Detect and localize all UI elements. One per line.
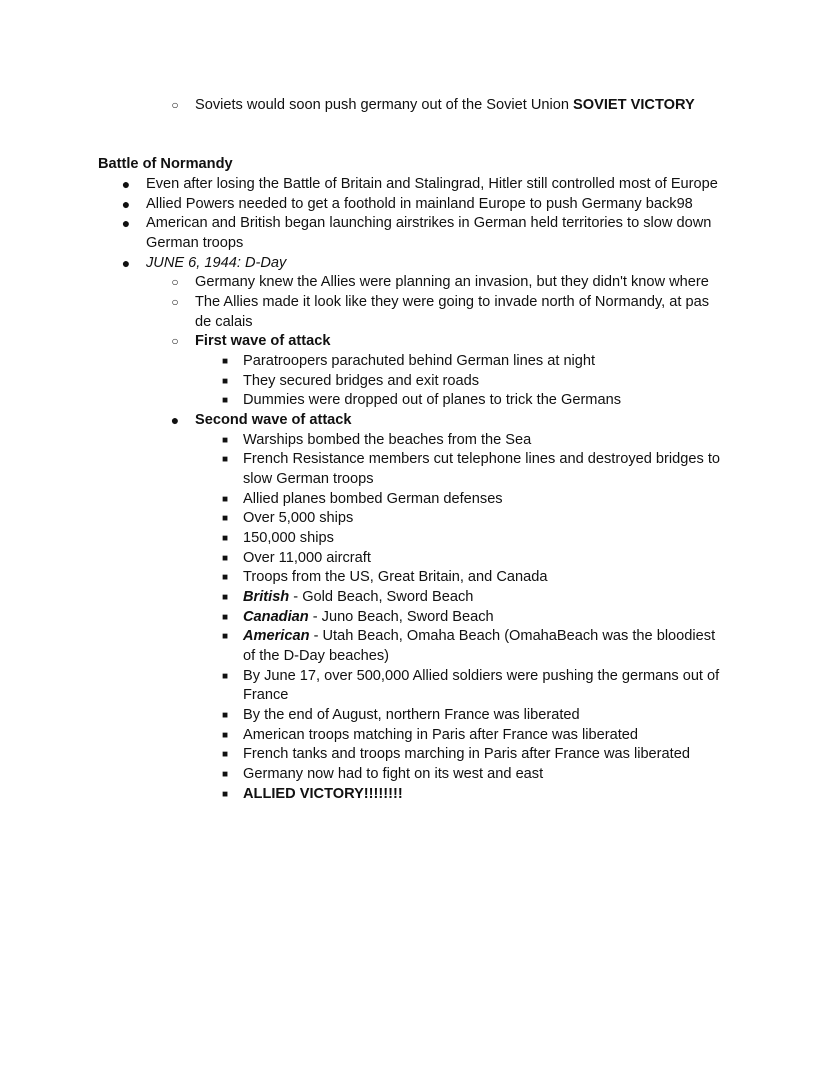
soviet-victory-label: SOVIET VICTORY — [573, 97, 695, 113]
british-label: British — [243, 589, 290, 605]
list-item-text: Over 11,000 aircraft — [243, 550, 371, 566]
list-item-text: Canadian - Juno Beach, Sword Beach — [243, 609, 494, 625]
list-item-text: Over 5,000 ships — [243, 510, 354, 526]
hollow-circle-bullet-icon: ○ — [171, 275, 179, 289]
hollow-circle-bullet-icon: ○ — [171, 334, 179, 348]
disc-bullet-icon: ● — [170, 412, 180, 428]
list-item-text: slow German troops — [243, 471, 374, 487]
square-bullet-icon: ■ — [221, 730, 229, 741]
square-bullet-icon: ■ — [221, 454, 229, 465]
square-bullet-icon: ■ — [221, 769, 229, 780]
allied-victory-text: ALLIED VICTORY!!!!!!!! — [243, 786, 403, 802]
first-wave-heading: First wave of attack — [195, 333, 331, 349]
square-bullet-icon: ■ — [221, 435, 229, 446]
list-item-text: German troops — [146, 235, 244, 251]
list-item-text: American troops matching in Paris after France was liberated — [243, 727, 639, 743]
section-heading: Battle of Normandy — [98, 156, 233, 172]
list-item-text: Even after losing the Battle of Britain and Stalingrad, Hitler still controlled most of Europe — [146, 176, 718, 192]
square-bullet-icon: ■ — [221, 789, 229, 800]
list-item-text: The Allies made it look like they were going to invade north of Normandy, at pas — [195, 294, 710, 310]
list-item-text: American and British began launching airstrikes in German held territories to slow down — [146, 215, 712, 231]
square-bullet-icon: ■ — [221, 513, 229, 524]
square-bullet-icon: ■ — [221, 395, 229, 406]
disc-bullet-icon: ● — [121, 176, 131, 192]
dday-date-text: JUNE 6, 1944: D-Day — [146, 255, 287, 271]
list-item-text: They secured bridges and exit roads — [243, 373, 480, 389]
square-bullet-icon: ■ — [221, 572, 229, 583]
square-bullet-icon: ■ — [221, 494, 229, 505]
list-item-text: British - Gold Beach, Sword Beach — [243, 589, 474, 605]
disc-bullet-icon: ● — [121, 255, 131, 271]
square-bullet-icon: ■ — [221, 749, 229, 760]
list-item-text: American - Utah Beach, Omaha Beach (OmahaBeach was the bloodiest — [243, 628, 716, 644]
canadian-label: Canadian — [243, 609, 309, 625]
disc-bullet-icon: ● — [121, 215, 131, 231]
hollow-circle-bullet-icon: ○ — [171, 98, 179, 112]
list-item-text: of the D-Day beaches) — [243, 648, 390, 664]
square-bullet-icon: ■ — [221, 671, 229, 682]
square-bullet-icon: ■ — [221, 376, 229, 387]
second-wave-heading: Second wave of attack — [195, 412, 352, 428]
square-bullet-icon: ■ — [221, 631, 229, 642]
square-bullet-icon: ■ — [221, 710, 229, 721]
list-item-text: By the end of August, northern France was liberated — [243, 707, 580, 723]
intro-text: Soviets would soon push germany out of the Soviet Union SOVIET VICTORY — [195, 97, 695, 113]
square-bullet-icon: ■ — [221, 592, 229, 603]
list-item-text: Dummies were dropped out of planes to trick the Germans — [243, 392, 621, 408]
list-item-text: Paratroopers parachuted behind German lines at night — [243, 353, 596, 369]
list-item-text: Germany now had to fight on its west and east — [243, 766, 544, 782]
square-bullet-icon: ■ — [221, 553, 229, 564]
hollow-circle-bullet-icon: ○ — [171, 295, 179, 309]
list-item-text: 150,000 ships — [243, 530, 334, 546]
square-bullet-icon: ■ — [221, 612, 229, 623]
disc-bullet-icon: ● — [121, 196, 131, 212]
list-item-text: Troops from the US, Great Britain, and Canada — [243, 569, 548, 585]
square-bullet-icon: ■ — [221, 533, 229, 544]
american-label: American — [243, 628, 310, 644]
list-item-text: Allied Powers needed to get a foothold in mainland Europe to push Germany back98 — [146, 196, 693, 212]
list-item-text: French tanks and troops marching in Paris after France was liberated — [243, 746, 690, 762]
list-item-text: de calais — [195, 314, 253, 330]
list-item-text: France — [243, 687, 289, 703]
list-item-text: Warships bombed the beaches from the Sea — [243, 432, 532, 448]
list-item-text: By June 17, over 500,000 Allied soldiers were pushing the germans out of — [243, 668, 720, 684]
square-bullet-icon: ■ — [221, 356, 229, 367]
list-item-text: Germany knew the Allies were planning an invasion, but they didn't know where — [195, 274, 709, 290]
list-item-text: French Resistance members cut telephone lines and destroyed bridges to — [243, 451, 720, 467]
list-item-text: Allied planes bombed German defenses — [243, 491, 503, 507]
